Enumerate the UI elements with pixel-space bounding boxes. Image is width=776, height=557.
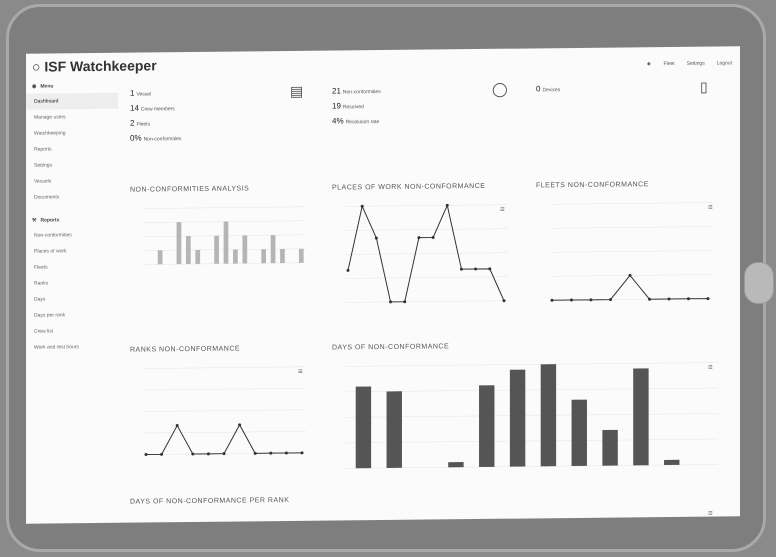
- point: [417, 236, 420, 239]
- point: [570, 299, 573, 302]
- panel-title-nonconformities: NON-CONFORMITIES ANALYSIS: [130, 185, 250, 194]
- bar: [233, 250, 238, 264]
- grid-line: [144, 388, 306, 390]
- sidebar-item-hours[interactable]: Work and rest hours: [34, 344, 79, 351]
- bar: [633, 368, 648, 465]
- sidebar: [26, 79, 118, 524]
- binoculars-icon: ◯: [492, 80, 508, 97]
- sidebar-item-days[interactable]: Days: [34, 296, 46, 303]
- days-chart: [332, 356, 722, 476]
- point: [474, 268, 477, 271]
- sidebar-item-days-rank[interactable]: Days per rank: [34, 312, 66, 319]
- bar: [387, 391, 402, 468]
- sidebar-section-reports: ⚒ Reports: [32, 217, 60, 224]
- bar: [242, 235, 247, 263]
- point: [687, 297, 690, 300]
- point: [609, 298, 612, 301]
- sidebar-item-places[interactable]: Places of work: [34, 248, 67, 255]
- top-link-logout[interactable]: Logout: [716, 60, 732, 67]
- dashboard-main: [122, 72, 734, 522]
- point: [389, 300, 392, 303]
- top-menu: [646, 60, 732, 67]
- bar: [214, 236, 219, 264]
- stat-row: 21 Non-conformities: [332, 86, 381, 96]
- point: [361, 205, 364, 208]
- stat-row: 1 Vessel: [130, 88, 152, 98]
- stat-row: 0% Non-conformities: [130, 133, 182, 143]
- bar: [510, 370, 525, 467]
- grid-line: [346, 277, 508, 279]
- chart-menu-icon[interactable]: ≡: [500, 204, 505, 214]
- bar: [299, 249, 304, 263]
- stat-row: 2 Fleets: [130, 118, 151, 128]
- places-chart: [332, 199, 512, 311]
- sidebar-item-dashboard[interactable]: Dashboard: [26, 93, 118, 110]
- grid-line: [346, 205, 508, 207]
- stat-row: 19 Resolved: [332, 101, 364, 111]
- bar: [271, 235, 276, 263]
- grid-line: [346, 253, 508, 255]
- sidebar-item-settings[interactable]: Settings: [34, 162, 53, 169]
- chart-menu-icon[interactable]: ≡: [708, 202, 713, 212]
- ranks-chart: [130, 361, 310, 463]
- point: [403, 300, 406, 303]
- sidebar-item-reports[interactable]: Reports: [34, 146, 52, 153]
- stat-row: 14 Crew members: [130, 103, 175, 113]
- point: [432, 236, 435, 239]
- point: [223, 452, 226, 455]
- grid-line: [144, 431, 306, 433]
- panel-title-days-rank: DAYS OF NON-CONFORMANCE PER RANK: [130, 496, 290, 506]
- panel-title-days: DAYS OF NON-CONFORMANCE: [332, 343, 450, 352]
- app-title: ISF Watchkeeper: [44, 57, 157, 75]
- sidebar-item-ranks[interactable]: Ranks: [34, 280, 49, 287]
- grid-line: [550, 203, 712, 205]
- point: [207, 452, 210, 455]
- chart-menu-icon[interactable]: ≡: [298, 366, 303, 376]
- point: [375, 237, 378, 240]
- point: [488, 267, 491, 270]
- point: [503, 299, 506, 302]
- grid-line: [550, 227, 712, 229]
- bar: [280, 249, 285, 263]
- series-line: [552, 275, 708, 301]
- bar: [356, 387, 371, 469]
- bar: [572, 400, 587, 466]
- point: [707, 297, 710, 300]
- wrench-icon: ⚒: [32, 217, 37, 224]
- point: [145, 453, 148, 456]
- stat-row: 0 Devices: [536, 84, 561, 94]
- grid-line: [144, 207, 306, 209]
- bar: [602, 430, 617, 466]
- bar: [448, 462, 463, 467]
- sidebar-item-fleets[interactable]: Fleets: [34, 264, 48, 271]
- top-link-settings[interactable]: Settings: [686, 60, 705, 67]
- nonconformities-chart: [130, 201, 310, 273]
- eye-icon: ◉: [32, 83, 37, 90]
- grid-line: [346, 301, 508, 303]
- sidebar-item-documents[interactable]: Documents: [34, 194, 60, 201]
- grid-line: [346, 362, 718, 366]
- stats-col-2: [332, 80, 522, 132]
- sidebar-item-vessels[interactable]: Vessels: [34, 178, 52, 185]
- stats-col-1: [130, 82, 320, 149]
- point: [590, 298, 593, 301]
- bar: [224, 222, 229, 264]
- bar: [479, 385, 494, 467]
- stat-row: 4% Resolution rate: [332, 116, 380, 126]
- grid-line: [144, 410, 306, 412]
- bar: [664, 460, 679, 465]
- chart-menu-icon[interactable]: ≡: [708, 508, 713, 518]
- panel-title-places: PLACES OF WORK NON-CONFORMANCE: [332, 182, 486, 192]
- grid-line: [550, 251, 712, 253]
- bar: [186, 236, 191, 264]
- logo-ring-icon: ○: [32, 58, 41, 75]
- grid-line: [144, 367, 306, 369]
- app-logo[interactable]: [32, 57, 157, 74]
- sidebar-item-crew[interactable]: Crew list: [34, 328, 54, 335]
- series-line: [146, 424, 302, 454]
- bar: [541, 364, 556, 466]
- bar: [177, 222, 182, 264]
- panel-title-fleets: FLEETS NON-CONFORMANCE: [536, 181, 649, 190]
- bar: [158, 250, 163, 264]
- chart-menu-icon[interactable]: ≡: [708, 362, 713, 372]
- home-button[interactable]: [744, 262, 774, 304]
- sidebar-item-nonconformities[interactable]: Non-conformities: [34, 232, 72, 239]
- sidebar-section-menu: ◉ Menu: [32, 83, 54, 90]
- top-link-fleet[interactable]: Fleet: [663, 60, 675, 68]
- point: [446, 204, 449, 207]
- point: [347, 269, 350, 272]
- point: [551, 299, 554, 302]
- calendar-icon: ▤: [290, 82, 304, 99]
- bar: [261, 249, 266, 263]
- stats-col-3: [536, 78, 726, 99]
- point: [301, 451, 304, 454]
- user-icon[interactable]: ☻: [646, 61, 652, 68]
- grid-line: [346, 229, 508, 231]
- sidebar-item-watchkeeping[interactable]: Watchkeeping: [34, 130, 66, 137]
- point: [668, 297, 671, 300]
- fleets-chart: [536, 197, 716, 309]
- tablet-icon: ▯: [700, 78, 708, 95]
- bar: [195, 250, 200, 264]
- point: [460, 268, 463, 271]
- app-screen: [26, 46, 740, 523]
- point: [269, 452, 272, 455]
- point: [160, 453, 163, 456]
- point: [285, 451, 288, 454]
- sidebar-item-users[interactable]: Manage users: [34, 114, 66, 121]
- panel-title-ranks: RANKS NON-CONFORMANCE: [130, 345, 241, 354]
